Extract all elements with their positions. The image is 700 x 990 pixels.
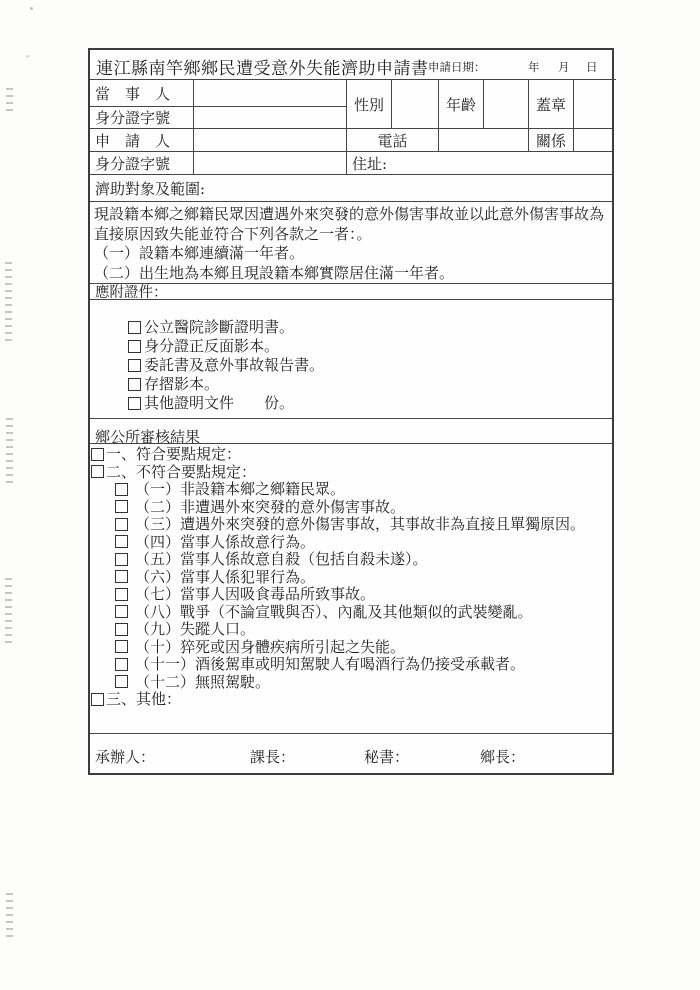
mayor-label: 鄉長： xyxy=(480,748,526,766)
applicant-value-field xyxy=(194,129,347,152)
month-label: 月 xyxy=(558,60,570,74)
attachments-header: 應附證件： xyxy=(90,284,612,300)
scope-text-block xyxy=(90,202,612,284)
attachment-item xyxy=(90,375,612,394)
section-chief-label: 課長： xyxy=(250,748,296,766)
checkbox-icon xyxy=(115,483,128,496)
scan-artifact xyxy=(6,893,13,941)
scan-artifact xyxy=(26,55,29,58)
checkbox-icon xyxy=(115,623,128,636)
scope-line: （一）設籍本鄉連續滿一年者。 xyxy=(94,244,305,262)
secretary-label: 秘書： xyxy=(364,748,410,766)
scan-artifact xyxy=(5,578,12,648)
review-result-box: 一、符合要點規定： 二、不符合要點規定： （一）非設籍本鄉之鄉籍民眾。 （二）非遭遇外來突發的意外傷害事故。 （三）遭遇外來突發的意外傷害事故，其事故非為直接且單獨原因。 （四）當事人係故意行為。 （五）當事人係故意自殺（包括自殺未遂）。 （六）當事人係犯罪行為。 （七）當事人因吸食毒品所致事故。 （八）戰爭（不論宣戰與否）、內亂及其他類似的武裝變亂。 （九）失蹤人口。 （十）猝死或因身體疾病所引起之失能。 （十一）酒後駕車或明知駕駛人有喝酒行為仍接受承載者。 （十二）無照駕駛。 三、其他： xyxy=(90,444,612,734)
checkbox-icon xyxy=(128,321,141,334)
attachment-label: 身分證正反面影本。 xyxy=(144,337,280,355)
form-title: 連江縣南竿鄉鄉民遭受意外失能濟助申請書 xyxy=(96,59,429,79)
checkbox-icon xyxy=(91,693,104,706)
phone-value-field xyxy=(439,129,529,152)
scan-artifact xyxy=(30,7,33,10)
checkbox-icon xyxy=(115,570,128,583)
scan-artifact xyxy=(6,418,13,483)
relation-value-field xyxy=(574,129,612,152)
address-label: 住址: xyxy=(347,152,612,175)
seal-label: 蓋章 xyxy=(529,80,574,129)
checkbox-icon xyxy=(115,518,128,531)
applicant-label: 申 請 人 xyxy=(90,129,194,152)
party-id-label: 身分證字號 xyxy=(90,107,194,129)
phone-label: 電話 xyxy=(347,129,439,152)
applicant-id-value-field xyxy=(194,152,347,175)
age-value-field xyxy=(484,80,529,129)
attachment-label: 委託書及意外事故報告書。 xyxy=(144,356,325,374)
signoff-row xyxy=(90,734,612,773)
checkbox-icon xyxy=(115,675,128,688)
attachment-item xyxy=(90,394,612,413)
scope-line: （二）出生地為本鄉且現設籍本鄉實際居住滿一年者。 xyxy=(94,263,455,282)
gender-value-field xyxy=(392,80,439,129)
checkbox-icon xyxy=(115,605,128,618)
handler-label: 承辦人： xyxy=(95,748,156,766)
scope-line: 直接原因致失能並符合下列各款之一者：。 xyxy=(94,224,372,243)
attachment-label: 其他證明文件 份。 xyxy=(144,394,295,412)
review-header: 鄉公所審核結果 xyxy=(90,419,612,444)
checkbox-icon xyxy=(115,535,128,548)
party-label: 當 事 人 xyxy=(90,80,194,107)
scan-artifact xyxy=(6,88,13,114)
gender-label: 性別 xyxy=(347,80,392,129)
attachments-box xyxy=(90,300,612,419)
party-value-field xyxy=(194,80,347,107)
age-label: 年齡 xyxy=(439,80,484,129)
party-id-value-field xyxy=(194,107,347,129)
attachment-item xyxy=(90,356,612,375)
scan-artifact xyxy=(5,262,12,342)
checkbox-icon xyxy=(115,640,128,653)
year-label: 年 xyxy=(528,60,540,74)
checkbox-icon xyxy=(91,465,104,478)
checkbox-icon xyxy=(128,397,141,410)
checkbox-icon xyxy=(115,500,128,513)
scope-line: 現設籍本鄉之鄉籍民眾因遭遇外來突發的意外傷害事故並以此意外傷害事故為 xyxy=(94,205,605,223)
attachment-label: 存摺影本。 xyxy=(144,375,220,393)
checkbox-icon xyxy=(115,553,128,566)
checkbox-icon xyxy=(115,658,128,671)
attachment-item xyxy=(90,337,612,356)
attachment-item xyxy=(90,318,612,337)
apply-date-label: 申請日期： xyxy=(428,60,486,74)
seal-value-field xyxy=(574,80,612,129)
checkbox-icon xyxy=(128,359,141,372)
checkbox-icon xyxy=(128,340,141,353)
applicant-id-label: 身分證字號 xyxy=(90,152,194,175)
relation-label: 關係 xyxy=(529,129,574,152)
form-header-row xyxy=(90,50,616,80)
attachment-label: 公立醫院診斷證明書。 xyxy=(144,318,295,336)
checkbox-icon xyxy=(128,378,141,391)
checkbox-icon xyxy=(115,588,128,601)
day-label: 日 xyxy=(586,60,598,74)
checkbox-icon xyxy=(91,448,104,461)
application-form-table xyxy=(88,48,614,775)
scope-header: 濟助對象及範圍: xyxy=(90,175,612,202)
